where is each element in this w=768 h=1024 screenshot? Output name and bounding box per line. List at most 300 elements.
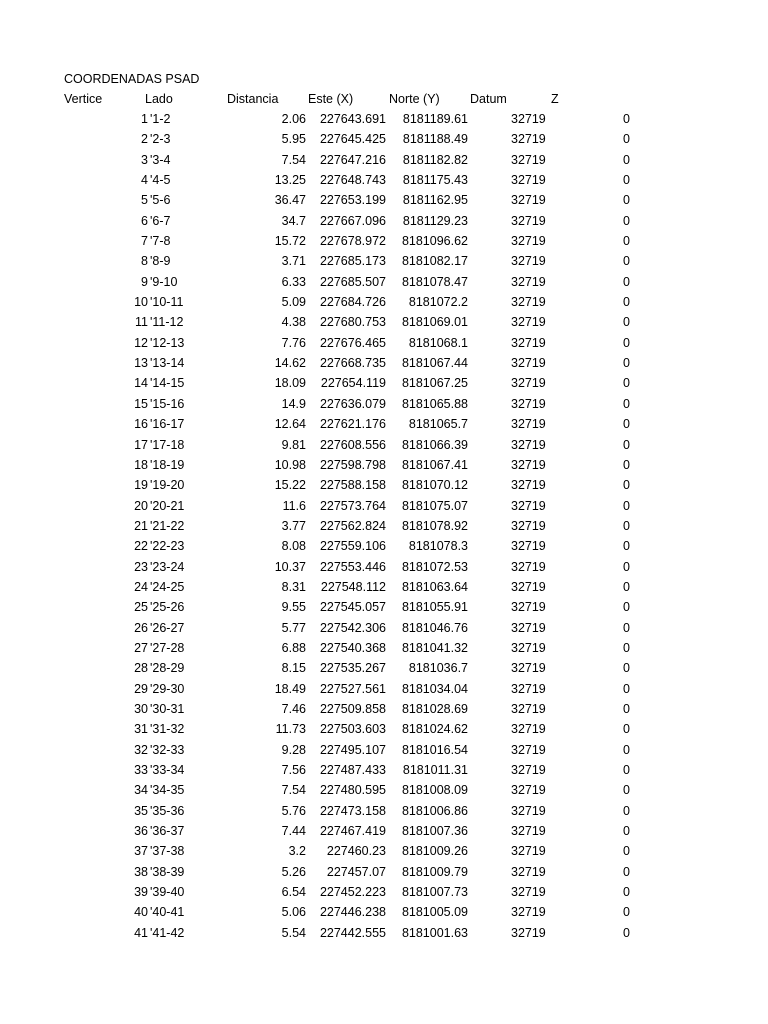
norte-cell: 8181055.91	[401, 600, 468, 615]
z-cell: 0	[623, 498, 630, 513]
vertice-cell: 20	[134, 498, 148, 513]
table-row	[0, 152, 768, 172]
vertice-cell: 38	[134, 864, 148, 879]
vertice-cell: 24	[134, 579, 148, 594]
norte-cell: 8181066.39	[401, 437, 468, 452]
table-row	[0, 498, 768, 518]
este-cell: 227667.096	[319, 213, 386, 228]
lado-cell: '37-38	[150, 844, 185, 859]
este-cell: 227545.057	[319, 600, 386, 615]
este-cell: 227527.561	[319, 681, 386, 696]
norte-cell: 8181063.64	[401, 579, 468, 594]
z-cell: 0	[623, 661, 630, 676]
vertice-cell: 12	[134, 335, 148, 350]
datum-cell: 32719	[511, 498, 546, 513]
datum-cell: 32719	[511, 885, 546, 900]
z-cell: 0	[623, 701, 630, 716]
este-cell: 227457.07	[326, 864, 386, 879]
z-cell: 0	[623, 213, 630, 228]
table-row	[0, 538, 768, 558]
vertice-cell: 2	[141, 132, 148, 147]
distancia-cell: 3.77	[281, 518, 306, 533]
header-este: Este (X)	[308, 92, 354, 106]
lado-cell: '26-27	[150, 620, 185, 635]
distancia-cell: 10.37	[274, 559, 306, 574]
lado-cell: '35-36	[150, 803, 185, 818]
lado-cell: '40-41	[150, 905, 185, 920]
lado-cell: '29-30	[150, 681, 185, 696]
norte-cell: 8181189.61	[402, 112, 468, 126]
table-row	[0, 396, 768, 416]
distancia-cell: 8.08	[281, 539, 306, 554]
distancia-cell: 7.76	[281, 335, 306, 350]
lado-cell: '14-15	[150, 376, 185, 391]
lado-cell: '13-14	[150, 356, 185, 371]
header-norte: Norte (Y)	[389, 92, 440, 106]
z-cell: 0	[623, 152, 630, 167]
lado-cell: '18-19	[150, 457, 185, 472]
vertice-cell: 3	[141, 152, 148, 167]
table-row	[0, 762, 768, 782]
vertice-cell: 31	[134, 722, 148, 737]
este-cell: 227467.419	[319, 824, 386, 839]
distancia-cell: 4.38	[281, 315, 306, 330]
este-cell: 227678.972	[319, 234, 386, 249]
lado-cell: '34-35	[150, 783, 185, 798]
este-cell: 227654.119	[320, 376, 386, 391]
norte-cell: 8181162.95	[402, 193, 468, 208]
norte-cell: 8181065.88	[401, 396, 468, 411]
distancia-cell: 3.2	[288, 844, 306, 859]
lado-cell: '28-29	[150, 661, 185, 676]
este-cell: 227653.199	[319, 193, 386, 208]
table-row	[0, 660, 768, 680]
table-row	[0, 579, 768, 599]
norte-cell: 8181007.73	[401, 885, 468, 900]
distancia-cell: 9.55	[281, 600, 306, 615]
lado-cell: '32-33	[150, 742, 185, 757]
z-cell: 0	[623, 600, 630, 615]
lado-cell: '6-7	[150, 213, 171, 228]
z-cell: 0	[623, 173, 630, 188]
distancia-cell: 9.28	[281, 742, 306, 757]
lado-cell: '7-8	[150, 234, 171, 249]
lado-cell: '25-26	[150, 600, 185, 615]
vertice-cell: 27	[134, 640, 148, 655]
table-row	[0, 335, 768, 355]
lado-cell: '33-34	[150, 763, 185, 777]
datum-cell: 32719	[511, 213, 546, 228]
norte-cell: 8181175.43	[402, 173, 468, 188]
vertice-cell: 22	[134, 539, 148, 554]
norte-cell: 8181068.1	[408, 335, 468, 350]
datum-cell: 32719	[511, 579, 546, 594]
datum-cell: 32719	[511, 173, 546, 188]
norte-cell: 8181036.7	[408, 661, 468, 676]
z-cell: 0	[623, 824, 630, 839]
datum-cell: 32719	[511, 539, 546, 554]
table-row	[0, 843, 768, 863]
table-row	[0, 864, 768, 884]
table-row	[0, 681, 768, 701]
z-cell: 0	[623, 722, 630, 737]
distancia-cell: 34.7	[281, 213, 306, 228]
vertice-cell: 11	[135, 315, 148, 330]
vertice-cell: 8	[141, 254, 148, 269]
lado-cell: '16-17	[150, 417, 185, 432]
table-row	[0, 599, 768, 619]
distancia-cell: 5.95	[281, 132, 306, 147]
datum-cell: 32719	[511, 417, 546, 432]
distancia-cell: 6.33	[281, 274, 306, 289]
distancia-cell: 5.54	[281, 925, 306, 940]
table-row	[0, 620, 768, 640]
datum-cell: 32719	[511, 376, 546, 391]
table-row	[0, 925, 768, 945]
page-title: COORDENADAS PSAD	[64, 72, 200, 86]
distancia-cell: 11.6	[282, 498, 306, 513]
lado-cell: '24-25	[150, 579, 185, 594]
table-row	[0, 294, 768, 314]
lado-cell: '38-39	[150, 864, 185, 879]
norte-cell: 8181078.92	[401, 518, 468, 533]
z-cell: 0	[623, 193, 630, 208]
table-row	[0, 640, 768, 660]
norte-cell: 8181005.09	[401, 905, 468, 920]
table-row	[0, 559, 768, 579]
datum-cell: 32719	[511, 132, 546, 147]
z-cell: 0	[623, 681, 630, 696]
table-row	[0, 233, 768, 253]
datum-cell: 32719	[511, 112, 546, 126]
table-row	[0, 131, 768, 151]
table-row	[0, 477, 768, 497]
vertice-cell: 34	[134, 783, 148, 798]
distancia-cell: 8.31	[281, 579, 306, 594]
z-cell: 0	[623, 905, 630, 920]
distancia-cell: 5.09	[281, 295, 306, 310]
norte-cell: 8181075.07	[401, 498, 468, 513]
norte-cell: 8181041.32	[401, 640, 468, 655]
lado-cell: '12-13	[150, 335, 185, 350]
table-row	[0, 782, 768, 802]
z-cell: 0	[623, 925, 630, 940]
lado-cell: '1-2	[150, 112, 171, 126]
vertice-cell: 40	[134, 905, 148, 920]
z-cell: 0	[623, 132, 630, 147]
norte-cell: 8181072.2	[408, 295, 468, 310]
vertice-cell: 35	[134, 803, 148, 818]
datum-cell: 32719	[511, 478, 546, 493]
datum-cell: 32719	[511, 742, 546, 757]
norte-cell: 8181078.47	[401, 274, 468, 289]
lado-cell: '2-3	[150, 132, 171, 147]
este-cell: 227540.368	[319, 640, 386, 655]
este-cell: 227495.107	[319, 742, 386, 757]
vertice-cell: 41	[134, 925, 148, 940]
z-cell: 0	[623, 559, 630, 574]
table-row	[0, 213, 768, 233]
este-cell: 227647.216	[319, 152, 386, 167]
este-cell: 227636.079	[319, 396, 386, 411]
lado-cell: '4-5	[150, 173, 171, 188]
datum-cell: 32719	[511, 396, 546, 411]
este-cell: 227573.764	[319, 498, 386, 513]
este-cell: 227480.595	[319, 783, 386, 798]
vertice-cell: 25	[134, 600, 148, 615]
norte-cell: 8181096.62	[401, 234, 468, 249]
norte-cell: 8181008.09	[401, 783, 468, 798]
norte-cell: 8181065.7	[408, 417, 468, 432]
lado-cell: '41-42	[150, 925, 185, 940]
vertice-cell: 10	[134, 295, 148, 310]
z-cell: 0	[623, 620, 630, 635]
datum-cell: 32719	[511, 559, 546, 574]
distancia-cell: 14.9	[281, 396, 306, 411]
lado-cell: '31-32	[150, 722, 185, 737]
distancia-cell: 9.81	[281, 437, 306, 452]
datum-cell: 32719	[511, 925, 546, 940]
distancia-cell: 8.15	[281, 661, 306, 676]
datum-cell: 32719	[511, 254, 546, 269]
este-cell: 227598.798	[319, 457, 386, 472]
este-cell: 227668.735	[319, 356, 386, 371]
z-cell: 0	[623, 518, 630, 533]
lado-cell: '22-23	[150, 539, 185, 554]
table-row	[0, 111, 768, 131]
table-row	[0, 884, 768, 904]
header-lado: Lado	[145, 92, 173, 106]
vertice-cell: 39	[134, 885, 148, 900]
datum-cell: 32719	[511, 274, 546, 289]
vertice-cell: 7	[141, 234, 148, 249]
datum-cell: 32719	[511, 661, 546, 676]
datum-cell: 32719	[511, 315, 546, 330]
vertice-cell: 18	[134, 457, 148, 472]
table-row	[0, 355, 768, 375]
norte-cell: 8181067.41	[401, 457, 468, 472]
norte-cell: 8181034.04	[401, 681, 468, 696]
distancia-cell: 10.98	[274, 457, 306, 472]
vertice-cell: 30	[134, 701, 148, 716]
datum-cell: 32719	[511, 518, 546, 533]
table-row	[0, 314, 768, 334]
table-row	[0, 803, 768, 823]
lado-cell: '8-9	[150, 254, 171, 269]
norte-cell: 8181067.25	[401, 376, 468, 391]
z-cell: 0	[623, 885, 630, 900]
este-cell: 227548.112	[320, 579, 386, 594]
este-cell: 227608.556	[319, 437, 386, 452]
lado-cell: '17-18	[150, 437, 185, 452]
datum-cell: 32719	[511, 152, 546, 167]
este-cell: 227559.106	[319, 539, 386, 554]
norte-cell: 8181067.44	[401, 356, 468, 371]
table-row	[0, 274, 768, 294]
norte-cell: 8181129.23	[402, 213, 468, 228]
distancia-cell: 5.06	[281, 905, 306, 920]
norte-cell: 8181070.12	[401, 478, 468, 493]
lado-cell: '15-16	[150, 396, 185, 411]
distancia-cell: 7.54	[281, 783, 306, 798]
este-cell: 227509.858	[319, 701, 386, 716]
table-row	[0, 416, 768, 436]
vertice-cell: 33	[134, 763, 148, 777]
vertice-cell: 37	[134, 844, 148, 859]
vertice-cell: 16	[134, 417, 148, 432]
vertice-cell: 26	[134, 620, 148, 635]
distancia-cell: 15.72	[274, 234, 306, 249]
distancia-cell: 14.62	[274, 356, 306, 371]
distancia-cell: 7.54	[281, 152, 306, 167]
table-row	[0, 437, 768, 457]
vertice-cell: 9	[141, 274, 148, 289]
vertice-cell: 6	[141, 213, 148, 228]
datum-cell: 32719	[511, 234, 546, 249]
este-cell: 227553.446	[319, 559, 386, 574]
distancia-cell: 7.44	[281, 824, 306, 839]
norte-cell: 8181011.31	[402, 763, 468, 777]
norte-cell: 8181024.62	[401, 722, 468, 737]
table-row	[0, 823, 768, 843]
vertice-cell: 21	[134, 518, 148, 533]
este-cell: 227503.603	[319, 722, 386, 737]
norte-cell: 8181182.82	[402, 152, 468, 167]
vertice-cell: 17	[134, 437, 148, 452]
lado-cell: '3-4	[150, 152, 171, 167]
distancia-cell: 5.77	[281, 620, 306, 635]
datum-cell: 32719	[511, 457, 546, 472]
datum-cell: 32719	[511, 193, 546, 208]
este-cell: 227621.176	[319, 417, 386, 432]
norte-cell: 8181009.26	[401, 844, 468, 859]
vertice-cell: 36	[134, 824, 148, 839]
norte-cell: 8181069.01	[401, 315, 468, 330]
norte-cell: 8181188.49	[402, 132, 468, 147]
norte-cell: 8181009.79	[401, 864, 468, 879]
datum-cell: 32719	[511, 824, 546, 839]
lado-cell: '39-40	[150, 885, 185, 900]
header-vertice: Vertice	[64, 92, 103, 106]
norte-cell: 8181006.86	[401, 803, 468, 818]
norte-cell: 8181001.63	[401, 925, 468, 940]
este-cell: 227684.726	[319, 295, 386, 310]
distancia-cell: 5.26	[281, 864, 306, 879]
z-cell: 0	[623, 274, 630, 289]
distancia-cell: 3.71	[281, 254, 306, 269]
este-cell: 227588.158	[319, 478, 386, 493]
distancia-cell: 11.73	[275, 722, 306, 737]
norte-cell: 8181046.76	[401, 620, 468, 635]
este-cell: 227446.238	[319, 905, 386, 920]
este-cell: 227685.507	[319, 274, 386, 289]
datum-cell: 32719	[511, 335, 546, 350]
coordinates-table	[0, 111, 768, 945]
datum-cell: 32719	[511, 620, 546, 635]
table-row	[0, 457, 768, 477]
table-row	[0, 742, 768, 762]
header-distancia: Distancia	[227, 92, 279, 106]
lado-cell: '20-21	[150, 498, 185, 513]
z-cell: 0	[623, 315, 630, 330]
datum-cell: 32719	[511, 844, 546, 859]
norte-cell: 8181082.17	[401, 254, 468, 269]
z-cell: 0	[623, 763, 630, 777]
z-cell: 0	[623, 356, 630, 371]
datum-cell: 32719	[511, 701, 546, 716]
vertice-cell: 29	[134, 681, 148, 696]
datum-cell: 32719	[511, 905, 546, 920]
datum-cell: 32719	[511, 356, 546, 371]
distancia-cell: 7.56	[281, 763, 306, 777]
distancia-cell: 13.25	[274, 173, 306, 188]
este-cell: 227676.465	[319, 335, 386, 350]
z-cell: 0	[623, 640, 630, 655]
este-cell: 227562.824	[319, 518, 386, 533]
table-row	[0, 518, 768, 538]
lado-cell: '30-31	[150, 701, 185, 716]
z-cell: 0	[623, 803, 630, 818]
este-cell: 227542.306	[319, 620, 386, 635]
z-cell: 0	[623, 783, 630, 798]
distancia-cell: 2.06	[281, 112, 306, 126]
lado-cell: '11-12	[150, 315, 184, 330]
este-cell: 227648.743	[319, 173, 386, 188]
z-cell: 0	[623, 396, 630, 411]
vertice-cell: 23	[134, 559, 148, 574]
datum-cell: 32719	[511, 681, 546, 696]
datum-cell: 32719	[511, 722, 546, 737]
datum-cell: 32719	[511, 437, 546, 452]
table-row	[0, 701, 768, 721]
vertice-cell: 32	[134, 742, 148, 757]
z-cell: 0	[623, 478, 630, 493]
header-z: Z	[551, 92, 559, 106]
distancia-cell: 18.49	[274, 681, 306, 696]
lado-cell: '21-22	[150, 518, 185, 533]
table-row	[0, 721, 768, 741]
z-cell: 0	[623, 579, 630, 594]
z-cell: 0	[623, 864, 630, 879]
lado-cell: '10-11	[150, 295, 184, 310]
norte-cell: 8181016.54	[401, 742, 468, 757]
norte-cell: 8181078.3	[408, 539, 468, 554]
este-cell: 227645.425	[319, 132, 386, 147]
z-cell: 0	[623, 437, 630, 452]
z-cell: 0	[623, 335, 630, 350]
este-cell: 227452.223	[319, 885, 386, 900]
z-cell: 0	[623, 457, 630, 472]
este-cell: 227460.23	[326, 844, 386, 859]
table-row	[0, 172, 768, 192]
datum-cell: 32719	[511, 295, 546, 310]
datum-cell: 32719	[511, 803, 546, 818]
z-cell: 0	[623, 417, 630, 432]
este-cell: 227442.555	[319, 925, 386, 940]
lado-cell: '36-37	[150, 824, 185, 839]
vertice-cell: 19	[134, 478, 148, 493]
vertice-cell: 13	[134, 356, 148, 371]
z-cell: 0	[623, 376, 630, 391]
este-cell: 227680.753	[319, 315, 386, 330]
distancia-cell: 18.09	[274, 376, 306, 391]
norte-cell: 8181007.36	[401, 824, 468, 839]
vertice-cell: 5	[141, 193, 148, 208]
distancia-cell: 6.88	[281, 640, 306, 655]
este-cell: 227643.691	[319, 112, 386, 126]
distancia-cell: 6.54	[281, 885, 306, 900]
z-cell: 0	[623, 254, 630, 269]
